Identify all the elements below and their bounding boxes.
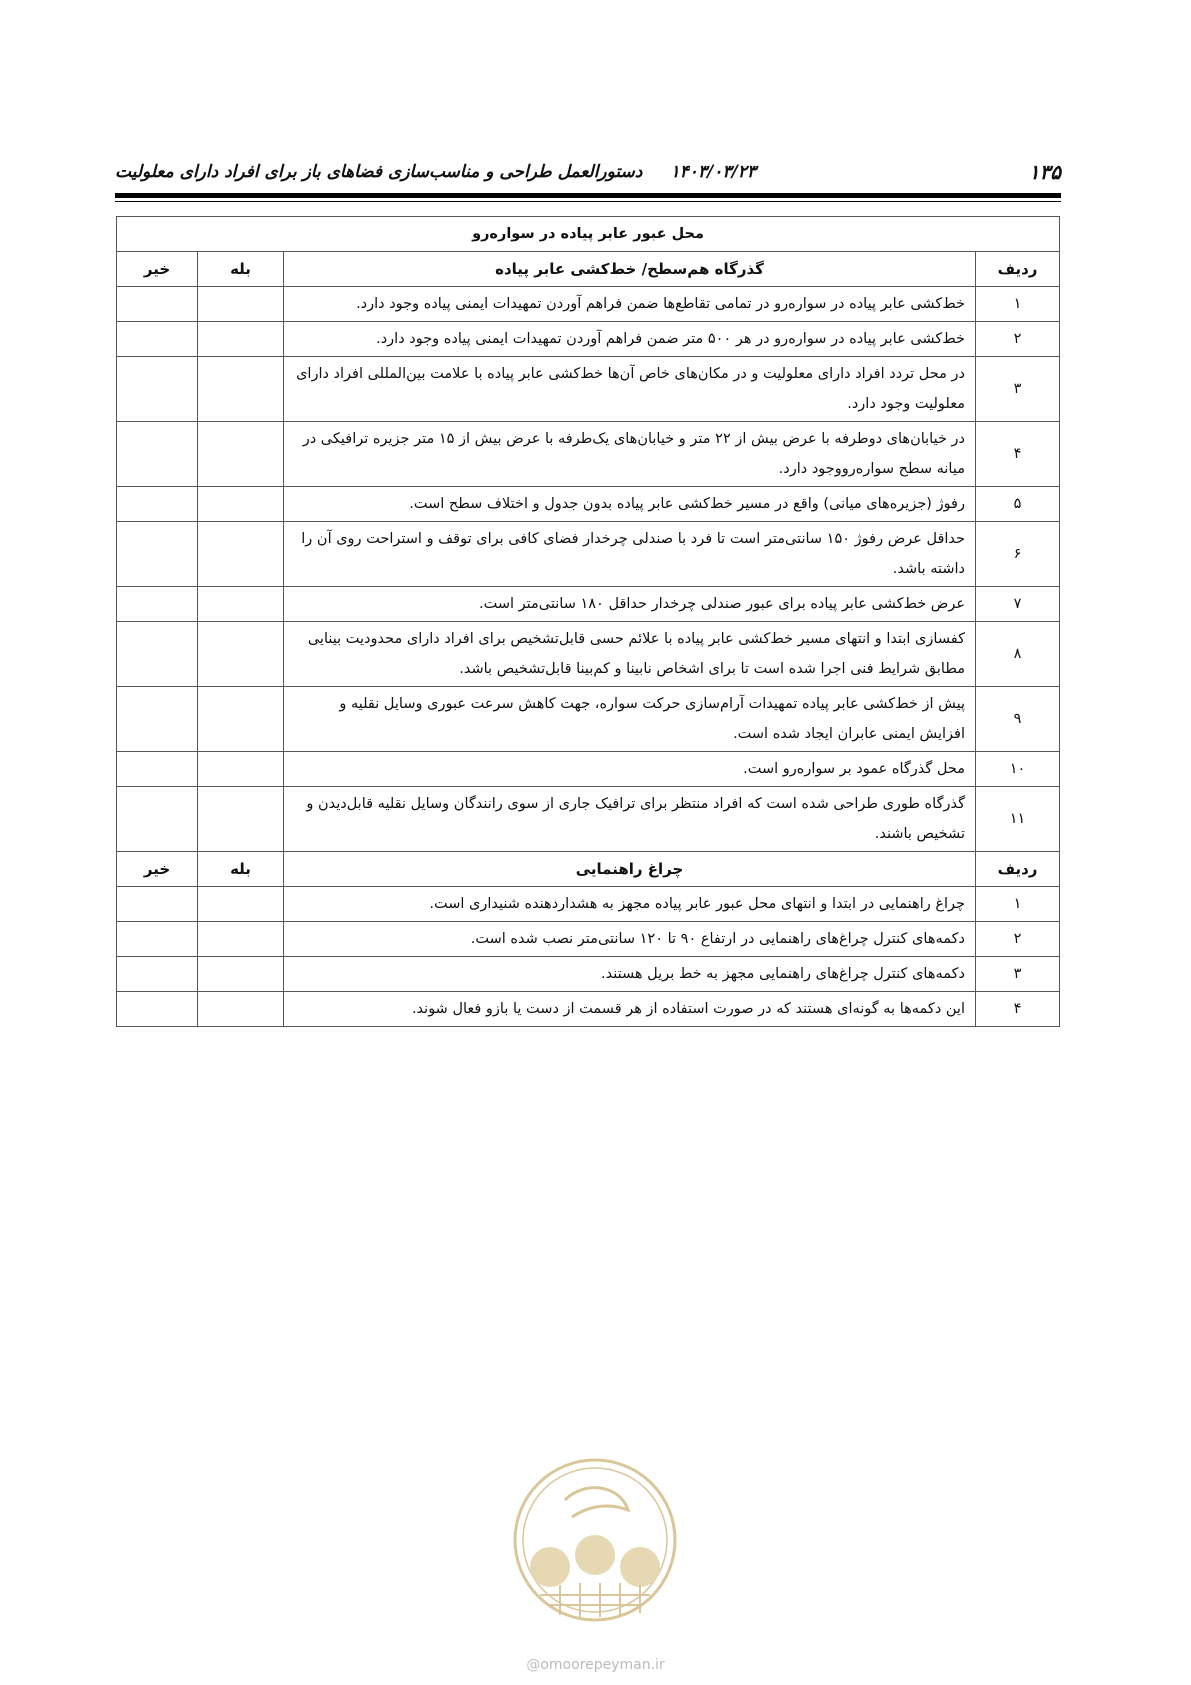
- section-header-row: [117, 852, 1060, 887]
- table-row: [117, 957, 1060, 992]
- row-number: ۱: [976, 287, 1060, 322]
- table-row: [117, 787, 1060, 852]
- criterion-text: گذرگاه طوری طراحی شده است که افراد منتظر برای ترافیک جاری از سوی رانندگان وسایل نقلیه قابل‌دیدن و تشخیص باشند.: [284, 787, 976, 852]
- criterion-text: دکمه‌های کنترل چراغ‌های راهنمایی در ارتفاع ۹۰ تا ۱۲۰ سانتی‌متر نصب شده است.: [284, 922, 976, 957]
- answer-yes-cell[interactable]: [198, 287, 284, 322]
- answer-no-cell[interactable]: [117, 752, 198, 787]
- table-row: [117, 287, 1060, 322]
- answer-no-cell[interactable]: [117, 422, 198, 487]
- answer-no-cell[interactable]: [117, 322, 198, 357]
- answer-yes-cell[interactable]: [198, 992, 284, 1027]
- table-row: [117, 622, 1060, 687]
- header-date: ۱۴۰۳/۰۳/۲۳: [670, 162, 756, 182]
- row-number: ۴: [976, 422, 1060, 487]
- page-number: ۱۳۵: [1028, 160, 1061, 184]
- criterion-text: محل گذرگاه عمود بر سواره‌رو است.: [284, 752, 976, 787]
- row-number: ۱۱: [976, 787, 1060, 852]
- criterion-text: حداقل عرض رفوژ ۱۵۰ سانتی‌متر است تا فرد با صندلی چرخدار فضای کافی برای توقف و استراحت روی آن را داشته باشد.: [284, 522, 976, 587]
- section-heading-crossing: گذرگاه هم‌سطح/ خط‌کشی عابر پیاده: [284, 252, 976, 287]
- header-rule-thick: [115, 193, 1061, 198]
- table-body: [117, 252, 1060, 1027]
- row-number: ۲: [976, 922, 1060, 957]
- answer-no-cell[interactable]: [117, 957, 198, 992]
- answer-yes-cell[interactable]: [198, 752, 284, 787]
- answer-yes-cell[interactable]: [198, 957, 284, 992]
- answer-no-cell[interactable]: [117, 522, 198, 587]
- website-watermark: @omoorepeyman.ir: [526, 1657, 665, 1673]
- criterion-text: خط‌کشی عابر پیاده در سواره‌رو در تمامی تقاطع‌ها ضمن فراهم آوردن تمهیدات ایمنی پیاده وجود دارد.: [284, 287, 976, 322]
- column-header-row-number: ردیف: [976, 252, 1060, 287]
- answer-no-cell[interactable]: [117, 357, 198, 422]
- answer-no-cell[interactable]: [117, 487, 198, 522]
- criterion-text: چراغ راهنمایی در ابتدا و انتهای محل عبور عابر پیاده مجهز به هشداردهنده شنیداری است.: [284, 887, 976, 922]
- column-header-no: خیر: [117, 852, 198, 887]
- row-number: ۷: [976, 587, 1060, 622]
- row-number: ۳: [976, 957, 1060, 992]
- answer-no-cell[interactable]: [117, 992, 198, 1027]
- row-number: ۶: [976, 522, 1060, 587]
- watermark-stamp-logo: [510, 1455, 680, 1625]
- answer-no-cell[interactable]: [117, 622, 198, 687]
- section-header-row: [117, 252, 1060, 287]
- row-number: ۹: [976, 687, 1060, 752]
- answer-yes-cell[interactable]: [198, 787, 284, 852]
- answer-yes-cell[interactable]: [198, 487, 284, 522]
- criterion-text: رفوژ (جزیره‌های میانی) واقع در مسیر خط‌کشی عابر پیاده بدون جدول و اختلاف سطح است.: [284, 487, 976, 522]
- answer-no-cell[interactable]: [117, 787, 198, 852]
- table-row: [117, 522, 1060, 587]
- table-row: [117, 887, 1060, 922]
- row-number: ۸: [976, 622, 1060, 687]
- criterion-text: این دکمه‌ها به گونه‌ای هستند که در صورت استفاده از هر قسمت از دست یا بازو فعال شوند.: [284, 992, 976, 1027]
- answer-no-cell[interactable]: [117, 287, 198, 322]
- criterion-text: پیش از خط‌کشی عابر پیاده تمهیدات آرام‌سازی حرکت سواره، جهت کاهش سرعت عبوری وسایل نقلیه و افزایش ایمنی عابران ایجاد شده است.: [284, 687, 976, 752]
- table-row: [117, 687, 1060, 752]
- row-number: ۱۰: [976, 752, 1060, 787]
- table-title: محل عبور عابر پیاده در سواره‌رو: [117, 217, 1060, 252]
- row-number: ۵: [976, 487, 1060, 522]
- checklist-table: [116, 216, 1060, 1027]
- table-row: [117, 487, 1060, 522]
- criterion-text: عرض خط‌کشی عابر پیاده برای عبور صندلی چرخدار حداقل ۱۸۰ سانتی‌متر است.: [284, 587, 976, 622]
- answer-yes-cell[interactable]: [198, 887, 284, 922]
- column-header-row-number: ردیف: [976, 852, 1060, 887]
- table-row: [117, 992, 1060, 1027]
- answer-yes-cell[interactable]: [198, 922, 284, 957]
- criterion-text: کفسازی ابتدا و انتهای مسیر خط‌کشی عابر پیاده با علائم حسی قابل‌تشخیص برای افراد دارای محدودیت بینایی مطابق شرایط فنی اجرا شده است تا برای اشخاص نابینا و کم‌بینا قابل‌تشخیص باشد.: [284, 622, 976, 687]
- row-number: ۲: [976, 322, 1060, 357]
- answer-no-cell[interactable]: [117, 587, 198, 622]
- criterion-text: دکمه‌های کنترل چراغ‌های راهنمایی مجهز به خط بریل هستند.: [284, 957, 976, 992]
- answer-yes-cell[interactable]: [198, 622, 284, 687]
- column-header-yes: بله: [198, 252, 284, 287]
- column-header-yes: بله: [198, 852, 284, 887]
- answer-yes-cell[interactable]: [198, 322, 284, 357]
- table-row: [117, 422, 1060, 487]
- row-number: ۳: [976, 357, 1060, 422]
- table-row: [117, 587, 1060, 622]
- page-header: [115, 160, 1061, 182]
- answer-no-cell[interactable]: [117, 687, 198, 752]
- criterion-text: خط‌کشی عابر پیاده در سواره‌رو در هر ۵۰۰ متر ضمن فراهم آوردن تمهیدات ایمنی پیاده وجود دارد.: [284, 322, 976, 357]
- answer-no-cell[interactable]: [117, 887, 198, 922]
- table-row: [117, 322, 1060, 357]
- table-row: [117, 922, 1060, 957]
- table-row: [117, 752, 1060, 787]
- document-title: دستورالعمل طراحی و مناسب‌سازی فضاهای باز برای افراد دارای معلولیت: [115, 162, 643, 182]
- column-header-no: خیر: [117, 252, 198, 287]
- answer-yes-cell[interactable]: [198, 522, 284, 587]
- header-rule-thin: [115, 201, 1061, 202]
- table-row: [117, 357, 1060, 422]
- answer-no-cell[interactable]: [117, 922, 198, 957]
- answer-yes-cell[interactable]: [198, 587, 284, 622]
- row-number: ۴: [976, 992, 1060, 1027]
- section-heading-traffic-light: چراغ راهنمایی: [284, 852, 976, 887]
- answer-yes-cell[interactable]: [198, 687, 284, 752]
- row-number: ۱: [976, 887, 1060, 922]
- answer-yes-cell[interactable]: [198, 357, 284, 422]
- criterion-text: در خیابان‌های دوطرفه با عرض بیش از ۲۲ متر و خیابان‌های یک‌طرفه با عرض بیش از ۱۵ متر جزیره ترافیکی در میانه سطح سواره‌رووجود دارد.: [284, 422, 976, 487]
- criterion-text: در محل تردد افراد دارای معلولیت و در مکان‌های خاص آن‌ها خط‌کشی عابر پیاده با علامت بین‌المللی افراد دارای معلولیت وجود دارد.: [284, 357, 976, 422]
- answer-yes-cell[interactable]: [198, 422, 284, 487]
